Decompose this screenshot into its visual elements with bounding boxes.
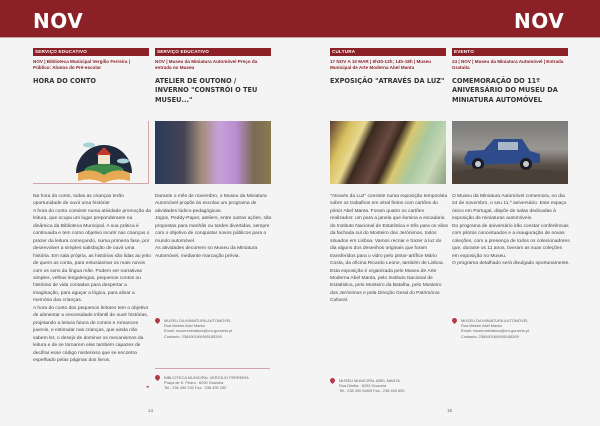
event-title: ATELIER DE OUTONO / INVERNO "CONSTRÓI O TEU MUSEU..." xyxy=(155,76,258,104)
address-contact: Tel.: 238 490 648/9 Fax.: 238 493 650 xyxy=(339,388,405,394)
category-label: SERVIÇO EDUCATIVO xyxy=(155,48,271,56)
address-email[interactable]: Email: museuminiatura@cm-gouveia.pt xyxy=(164,328,232,334)
event-atelier xyxy=(155,48,271,105)
address-block xyxy=(146,375,280,391)
page-number-right: 15 xyxy=(447,408,453,413)
address-street: Rua Mestre Abel Manta xyxy=(164,323,205,329)
address-block xyxy=(155,318,280,339)
stained-glass-photo xyxy=(330,121,446,184)
event-meta: 17 NOV A 10 MAR | 9h30-12h; 14h-18h | Museu Municipal de Arte Moderna Abel Manta xyxy=(330,59,432,71)
event-hora-do-conto xyxy=(33,48,149,86)
share-icon: ◂ xyxy=(146,384,149,390)
event-meta: NOV | Museu da Miniatura Automóvel Preço da entrada no Museu xyxy=(155,59,258,71)
address-street: Rua Direita . 6290 Gouveia xyxy=(339,383,386,389)
month-label-left: NOV xyxy=(33,9,84,33)
location-pin-icon xyxy=(451,317,458,324)
divider xyxy=(155,368,270,369)
event-title: EXPOSIÇÃO "ATRAVÉS DA LUZ" xyxy=(330,76,445,85)
event-description: O Museu da Miniatura Automóvel comemora, no dia 24 de novembro, o seu 11.º aniversário. Este espaço único em Portugal, dispõe de salas dedicadas à exposição de miniaturas automóveis. Do programa de aniversário irão constar conferências com pilotos conceituados e a inauguração de novas coleções, com a presença de todos os colecionadores que, durante os 11 anos, tiveram as suas coleções em exposição no Museu. O programa detalhado será divulgado oportunamente. xyxy=(452,194,570,267)
address-block xyxy=(330,378,455,394)
event-title: COMEMORAÇÃO DO 11º ANIVERSÁRIO DO MUSEU DA MINIATURA AUTOMÓVEL xyxy=(452,76,558,104)
address-street: Rua Mestre Abel Manta xyxy=(461,323,502,329)
category-label: SERVIÇO EDUCATIVO xyxy=(33,48,149,56)
address-contact: Tel.: 238 490 230 Fax.: 238 490 230 xyxy=(164,385,227,391)
storybook-illustration xyxy=(33,121,149,184)
event-exposicao xyxy=(330,48,446,86)
location-pin-icon xyxy=(154,317,161,324)
event-description: "Através da Luz" consiste numa exposição temporária sobre os trabalhos em vitral feitos com cartões do pintor Abel Manta. Foram quatro os cartões realizados: um para a janela que ilumina a escadaria do Instituto Nacional de Estatística e três para os vãos da fachada sul do Mosteiro dos Jerónimos, todos situados em Lisboa. Vamos recriar e trazer à luz do dia alguns dos desenhos originais que foram transferidos para o vidro pelo pintor-artífice Mário Costa, da oficina Ricardo Leone, também de Lisboa. Esta exposição é organizada pelo Museu de Arte Moderna Abel Manta, pelo Instituto Nacional de Estatística, pelo Mosteiro da Batalha, pelo Mosteiro dos Jerónimos e pela Direção Geral do Património Cultural. xyxy=(330,194,448,304)
address-name: MUSEU DA MINIATURA AUTOMÓVEL xyxy=(164,318,232,323)
category-label: CULTURA xyxy=(330,48,446,56)
location-pin-icon xyxy=(329,377,336,384)
event-description: Durante o mês de novembro, o Museu da Miniatura Automóvel propõe às escolas um programa de atividades lúdico-pedagógicas. Jogos, Peddy-Paper, ateliers, entre outras ações, são propostas para manhãs ou tardes divertidas, sempre com o objetivo de conquistar novos públicos para o mundo automóvel. As atividades decorrem no Museu da Miniatura Automóvel, mediante marcação prévia. xyxy=(155,194,272,259)
address-contact: Contacto: 238490169/965185269 xyxy=(164,333,222,339)
location-pin-icon xyxy=(154,374,161,381)
address-name: MUSEU MUNICIPAL ABEL MANTA xyxy=(339,378,400,383)
children-in-museum-photo xyxy=(155,121,271,184)
address-street: Praça de S. Pedro . 6290 Gouveia xyxy=(164,380,224,386)
category-label: EVENTO xyxy=(452,48,568,56)
event-meta: 24 | NOV | Museu da Miniatura Automóvel | Entrada Gratuita xyxy=(452,59,564,71)
event-description: Na hora do conto, todas as crianças terão oportunidade de ouvir uma história! A hora do conto consiste numa atividade promoção da leitura, que ocupa um lugar preponderante na dinâmica da Biblioteca Municipal. A sua prática é continuada e tem como objetivo incutir nas crianças o prazer da leitura começando, numa primeira fase, por desenvolver a simples satisfação de ouvir uma história. Em sala própria, as histórias são lidas ao jeito de quem as conta, para entusiasmar os mais novos com os sons da língua mãe. Podem ser narrativas simples, velhas lengalengas, pequenos contos ou histórias de vida contadas para despertar a imaginação, para aguçar a lógica, para alivar a memória das crianças. A hora do conto dos pequenos leitores tem o objetivo de alimentar a necessidade infantil de ouvir histórias, projetando a leitura futura de contos e romances juvenis, e estimular nas crianças, que ainda não sabem ler, o desejo de dominar os mecanismos da leitura e de se tornarem elas também capazes de decifrar esse código misterioso que se encontra espelhado pelas páginas dos livros. xyxy=(33,194,151,363)
address-name: BIBLIOTECA MUNICIPAL VERGÍLIO FERREIRA xyxy=(164,375,249,380)
address-name: MUSEU DA MINIATURA AUTOMÓVEL xyxy=(461,318,529,323)
event-title: HORA DO CONTO xyxy=(33,76,97,85)
address-email[interactable]: Email: museuminiatura@cm-gouveia.pt xyxy=(461,328,529,334)
blue-toy-car-photo xyxy=(452,121,568,184)
event-meta: NOV | Biblioteca Municipal Vergílio Ferreira | Público: Alunos do Pré-escolar xyxy=(33,59,131,71)
header-band xyxy=(0,0,600,38)
month-label-right: NOV xyxy=(514,9,565,33)
page-number-left: 14 xyxy=(148,408,154,413)
address-block xyxy=(452,318,577,339)
event-aniversario xyxy=(452,48,568,105)
address-contact: Contacto: 238490169/965185269 xyxy=(461,333,519,339)
